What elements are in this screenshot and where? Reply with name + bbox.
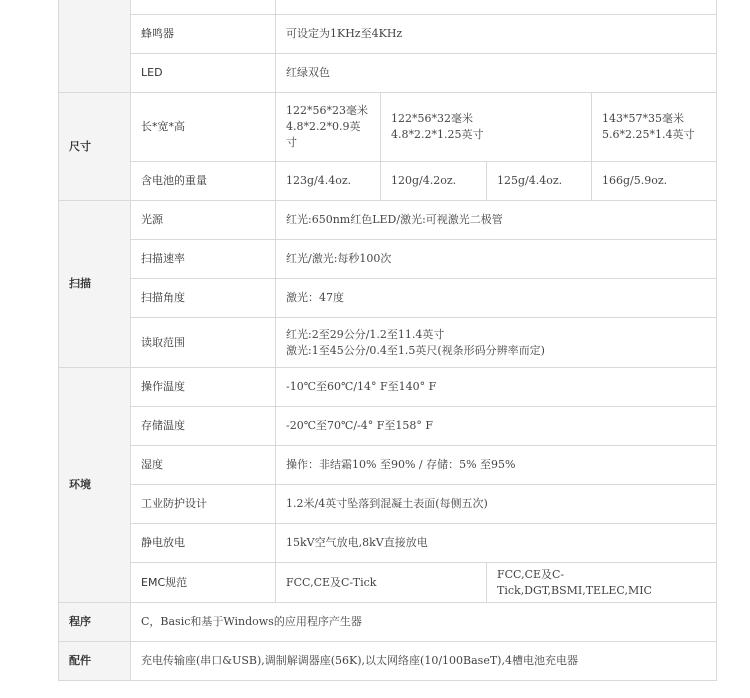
table-row [59,446,717,485]
section-env: 环境 [59,368,131,603]
table-row [59,318,717,368]
dims-value-3-in: 5.6*2.25*1.4英寸 [602,128,695,141]
rate-label: 扫描速率 [131,240,276,279]
table-row [59,563,717,603]
table-row [59,407,717,446]
table-row [59,485,717,524]
weight-label: 含电池的重量 [131,162,276,201]
sttemp-value: -20℃至70℃/-4° F至158° F [276,407,717,446]
spec-table [58,0,717,681]
led-label: LED [131,54,276,93]
table-row [59,368,717,407]
range-red: 红光:2至29公分/1.2至11.4英寸 [286,327,445,341]
angle-label: 扫描角度 [131,279,276,318]
table-row [59,524,717,563]
dims-value-3 [592,93,717,162]
dims-value-2-mm: 122*56*32毫米 [391,112,473,125]
table-row [59,201,717,240]
emc-value-1: FCC,CE及C-Tick [276,563,487,603]
light-label: 光源 [131,201,276,240]
humidity-value: 操作：非结霜10% 至90% / 存储：5% 至95% [276,446,717,485]
table-row [59,54,717,93]
program-value: C，Basic和基于Windows的应用程序产生器 [131,603,717,642]
drop-label: 工业防护设计 [131,485,276,524]
row-label [131,0,276,15]
drop-value: 1.2米/4英寸坠落到混凝土表面(每侧五次) [276,485,717,524]
optemp-label: 操作温度 [131,368,276,407]
emc-label: EMC规范 [131,563,276,603]
buzzer-label: 蜂鸣器 [131,15,276,54]
range-value [276,318,717,368]
dims-value-2-in: 4.8*2.2*1.25英寸 [391,128,484,141]
table-row [59,642,717,681]
emc-value-2: FCC,CE及C-Tick,DGT,BSMI,TELEC,MIC [487,563,717,603]
weight-value-1: 123g/4.4oz. [276,162,381,201]
esd-label: 静电放电 [131,524,276,563]
angle-value: 激光：47度 [276,279,717,318]
weight-value-3: 125g/4.4oz. [487,162,592,201]
dims-value-1 [276,93,381,162]
dims-label: 长*宽*高 [131,93,276,162]
section-cell-top [59,0,131,93]
section-size: 尺寸 [59,93,131,201]
accessory-value: 充电传输座(串口&USB),调制解调器座(56K),以太网络座(10/100BaseT),4槽电池充电器 [131,642,717,681]
row-value [276,0,717,15]
table-row [59,162,717,201]
table-row [59,93,717,162]
buzzer-value: 可设定为1KHz至4KHz [276,15,717,54]
optemp-value: -10℃至60℃/14° F至140° F [276,368,717,407]
esd-value: 15kV空气放电,8kV直接放电 [276,524,717,563]
table-row [59,240,717,279]
led-value: 红绿双色 [276,54,717,93]
section-scan: 扫描 [59,201,131,368]
range-label: 读取范围 [131,318,276,368]
humidity-label: 湿度 [131,446,276,485]
dims-value-3-mm: 143*57*35毫米 [602,112,684,125]
table-row [59,603,717,642]
weight-value-2: 120g/4.2oz. [381,162,487,201]
dims-value-2 [381,93,592,162]
table-row [59,279,717,318]
section-program: 程序 [59,603,131,642]
dims-value-1-mm: 122*56*23毫米 [286,104,368,117]
table-row [59,0,717,15]
light-value: 红光:650nm红色LED/激光:可视激光二极管 [276,201,717,240]
rate-value: 红光/激光:每秒100次 [276,240,717,279]
sttemp-label: 存储温度 [131,407,276,446]
section-accessory: 配件 [59,642,131,681]
dims-value-1-in: 4.8*2.2*0.9英寸 [286,120,361,149]
range-laser: 激光:1至45公分/0.4至1.5英尺(视条形码分辨率而定) [286,343,545,357]
weight-value-4: 166g/5.9oz. [592,162,717,201]
table-row [59,15,717,54]
